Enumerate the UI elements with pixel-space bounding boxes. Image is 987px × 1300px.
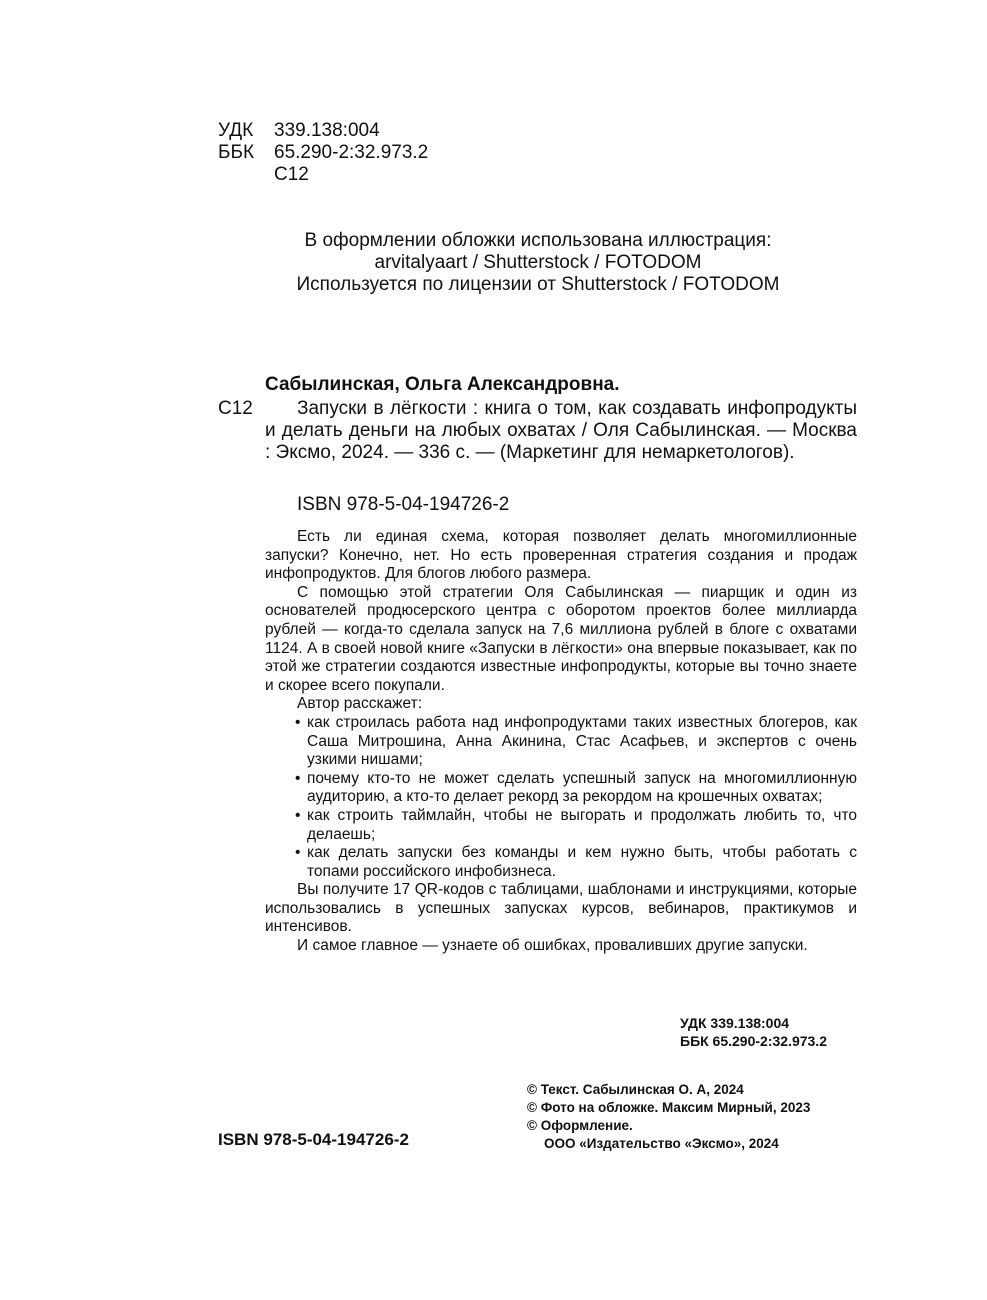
list-item: • как строить таймлайн, чтобы не выгорать и продолжать любить то, что делаешь; [295, 806, 857, 843]
annotation-paragraph: Есть ли единая схема, которая позволяет делать многомиллионные запуски? Конечно, нет. Но есть проверенная стратегия создания и продаж инфопродуктов. Для блогов любого размера. [265, 528, 857, 583]
cover-credit [218, 230, 858, 296]
copyrights [527, 1081, 810, 1153]
copyright-line: ООО «Издательство «Эксмо», 2024 [544, 1136, 779, 1151]
bbk-label: ББК [218, 142, 255, 163]
copyright-line: © Оформление. [527, 1118, 633, 1133]
record-author: Сабылинская, Ольга Александровна. [265, 374, 620, 395]
cover-credit-line: Используется по лицензии от Shutterstock / FOTODOM [296, 274, 780, 295]
list-item: • как строилась работа над инфопродуктами таких известных блогеров, как Саша Митрошина, Анна Акинина, Стас Асафьев, и экспертов с очень узкими нишами; [295, 713, 857, 769]
annotation-paragraph: Автор расскажет: [297, 695, 423, 713]
bbk-value: 65.290-2:32.973.2 [274, 142, 429, 163]
isbn-bottom: ISBN 978-5-04-194726-2 [218, 1130, 409, 1149]
bullet-icon: • [295, 806, 301, 824]
index-bottom [680, 1014, 827, 1050]
copyright-line: © Текст. Сабылинская О. А, 2024 [527, 1082, 744, 1097]
bullet-icon: • [295, 713, 301, 731]
udk-bottom: УДК 339.138:004 [680, 1015, 790, 1031]
annotation [265, 528, 857, 956]
cutter-row [218, 164, 428, 186]
annotation-paragraph: Вы получите 17 QR-кодов с таблицами, шаблонами и инструкциями, которые использовались в успешных запусках курсов, вебинаров, практикумов и интенсивов. [265, 881, 857, 936]
udk-value: 339.138:004 [274, 120, 380, 141]
record-description: Запуски в лёгкости : книга о том, как создавать инфопродукты и делать деньги на любых охватах / Оля Сабылинская. — Москва : Эксмо, 2024. — 336 с. — (Маркетинг для немаркетологов). [265, 398, 857, 463]
cutter-code: С12 [274, 164, 309, 185]
bbk-bottom: ББК 65.290-2:32.973.2 [680, 1033, 827, 1049]
cover-credit-line: arvitalyaart / Shutterstock / FOTODOM [374, 252, 702, 273]
record-cutter: С12 [218, 398, 253, 419]
bullet-icon: • [295, 844, 301, 862]
bullet-icon: • [295, 769, 301, 787]
cover-credit-line: В оформлении обложки использована иллюстрация: [304, 230, 772, 251]
record-isbn: ISBN 978-5-04-194726-2 [297, 494, 510, 515]
copyright-line: © Фото на обложке. Максим Мирный, 2023 [527, 1100, 811, 1115]
annotation-paragraph: С помощью этой стратегии Оля Сабылинская — пиарщик и один из основателей продюсерского центра с оборотом проектов более миллиарда рублей — когда-то сделала запуск на 7,6 миллиона рублей в блоге с охватами 1124. А в своей новой книге «Запуски в лёгкости» она впервые показывает, как по этой же стратегии создаются известные инфопродукты, которые вы точно знаете и скорее всего покупали. [265, 583, 857, 694]
udk-label: УДК [218, 120, 254, 141]
classification-block [218, 120, 428, 186]
annotation-list [265, 714, 857, 881]
list-item: • как делать запуски без команды и кем нужно быть, чтобы работать с топами российского инфобизнеса. [295, 844, 857, 880]
bbk-row [218, 142, 428, 164]
annotation-paragraph: И самое главное — узнаете об ошибках, проваливших другие запуски. [297, 937, 808, 955]
udk-row [218, 120, 428, 142]
list-item: • почему кто-то не может сделать успешный запуск на многомиллионную аудиторию, а кто-то делает рекорд за рекордом на крошечных охватах; [295, 769, 857, 806]
